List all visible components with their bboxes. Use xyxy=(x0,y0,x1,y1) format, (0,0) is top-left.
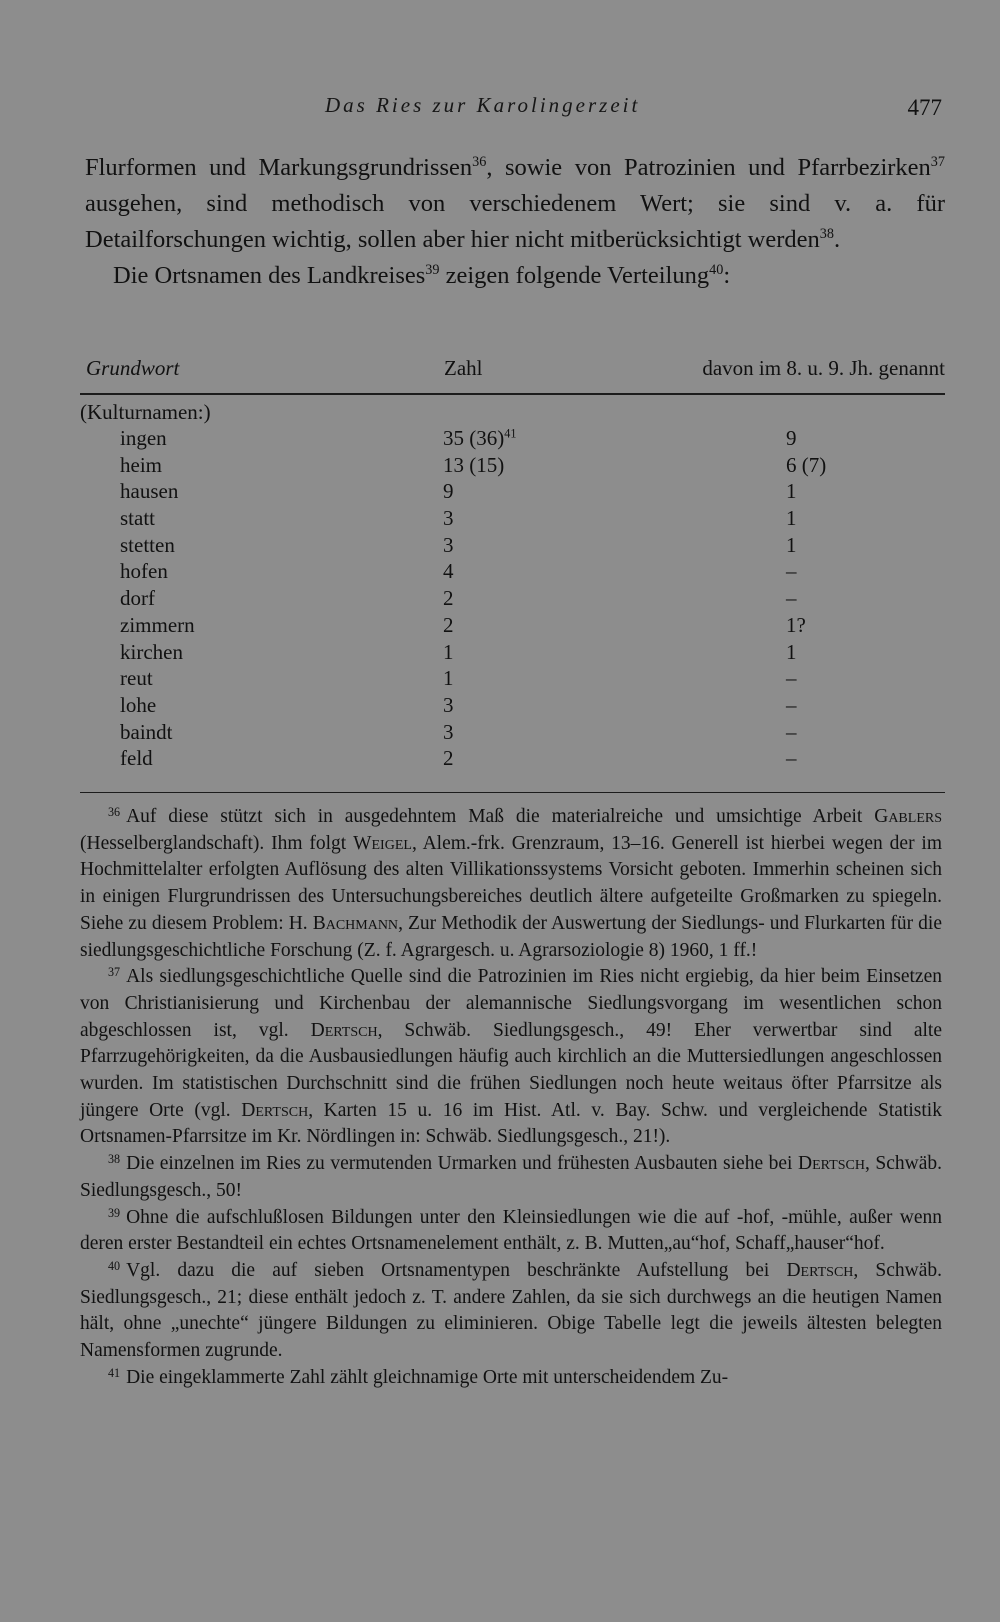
group-label: (Kulturnamen:) xyxy=(80,400,211,424)
footnotes xyxy=(80,804,942,1391)
author-name: Dertsch xyxy=(798,1153,865,1175)
text-span: ausgehen, sind methodisch von verschiedenem Wert; sie sind v. a. für Detailforschungen wichtig, sollen aber hier nicht mitberücksichtigt werden xyxy=(85,190,945,253)
table-row xyxy=(80,426,945,453)
cell-zahl-value: 2 xyxy=(443,586,454,611)
cell-zahl xyxy=(443,640,454,665)
cell-zahl xyxy=(443,426,516,451)
footnote-39 xyxy=(80,1205,942,1258)
text-span: Die einzelnen im Ries zu vermutenden Urmarken und frühesten Ausbauten siehe bei xyxy=(126,1153,799,1175)
table-row xyxy=(80,746,945,773)
cell-grundwort: statt xyxy=(120,506,155,531)
text-span: : xyxy=(723,262,731,289)
cell-zahl xyxy=(443,613,454,638)
author-name: Weigel xyxy=(353,832,412,854)
cell-grundwort: reut xyxy=(120,666,153,691)
place-name-table xyxy=(80,356,945,771)
cell-zahl xyxy=(443,746,454,771)
table-row xyxy=(80,453,945,480)
cell-davon: 1 xyxy=(786,639,797,664)
cell-davon: 1 xyxy=(786,506,797,531)
text-span: Die Ortsnamen des Landkreises xyxy=(113,262,426,289)
text-span: (Hesselberglandschaft). Ihm folgt xyxy=(80,832,354,854)
table-bottom-rule xyxy=(80,792,945,793)
cell-zahl-value: 13 (15) xyxy=(443,452,505,477)
text-span: Ohne die aufschlußlosen Bildungen unter den Kleinsiedlungen wie die auf -hof, -mühle, außer wenn deren erster Bestandteil ein echtes Ortsnamenelement enthält, z. B. Mutten„au“hof, Schaff„hauser“hof. xyxy=(80,1206,942,1255)
author-name: Dertsch xyxy=(241,1099,309,1121)
author-name: Bachmann xyxy=(312,912,399,934)
table-row xyxy=(80,640,945,667)
footnote-number: 36 xyxy=(108,804,121,819)
table-top-rule xyxy=(80,393,945,395)
body-text xyxy=(85,150,945,294)
cell-davon: 1? xyxy=(786,612,806,637)
footnote-number: 37 xyxy=(108,965,121,980)
cell-zahl-value: 3 xyxy=(443,719,454,744)
text-span: , Karten 15 u. 16 im Hist. Atl. v. Bay. Schw. und vergleichende Statistik Ortsnamen-Pfarrsitze im Kr. Nördlingen in: Schwäb. Siedlungsgesch., 21!). xyxy=(80,1099,942,1148)
footnote-ref-41[interactable]: 41 xyxy=(504,426,517,441)
table-row xyxy=(80,586,945,613)
text-span: , Schwäb. Siedlungsgesch., 50! xyxy=(80,1153,942,1201)
cell-grundwort: lohe xyxy=(120,692,157,717)
cell-zahl xyxy=(443,666,454,691)
text-span: . xyxy=(833,226,841,253)
footnote-37 xyxy=(80,964,942,1151)
author-name: Gablers xyxy=(874,806,942,827)
cell-davon: – xyxy=(786,586,797,611)
header-zahl: Zahl xyxy=(444,356,483,380)
table-row xyxy=(80,506,945,533)
author-name: Dertsch xyxy=(786,1259,854,1281)
cell-zahl-value: 2 xyxy=(443,612,454,637)
footnote-40 xyxy=(80,1258,942,1365)
cell-grundwort: zimmern xyxy=(120,612,195,637)
text-span: , sowie von Patrozinien und Pfarrbezirken xyxy=(486,154,931,181)
cell-grundwort: hofen xyxy=(120,559,168,584)
footnote-ref-36[interactable]: 36 xyxy=(472,154,487,171)
cell-grundwort: stetten xyxy=(120,532,175,557)
header-davon: davon im 8. u. 9. Jh. genannt xyxy=(702,356,945,380)
table-row xyxy=(80,479,945,506)
running-header xyxy=(0,93,1000,123)
cell-zahl-value: 3 xyxy=(443,506,454,531)
cell-zahl-value: 4 xyxy=(443,559,454,584)
cell-davon: – xyxy=(786,666,797,691)
cell-zahl xyxy=(443,453,504,478)
paragraph-1 xyxy=(85,150,945,258)
text-span: Vgl. dazu die auf sieben Ortsnamentypen beschränkte Aufstellung bei xyxy=(126,1259,787,1281)
cell-zahl xyxy=(443,559,454,584)
cell-davon: 1 xyxy=(786,479,797,504)
cell-zahl-value: 1 xyxy=(443,639,454,664)
footnote-36 xyxy=(80,804,942,964)
cell-zahl-value: 3 xyxy=(443,692,454,717)
footnote-number: 41 xyxy=(108,1365,121,1380)
cell-grundwort: kirchen xyxy=(120,639,183,664)
footnote-ref-38[interactable]: 38 xyxy=(819,226,834,243)
running-title: Das Ries zur Karolingerzeit xyxy=(325,93,641,117)
text-span: Auf diese stützt sich in ausgedehntem Maß die materialreiche und umsichtige Arbeit xyxy=(126,806,875,827)
footnote-number: 38 xyxy=(108,1152,121,1167)
table-row xyxy=(80,559,945,586)
text-span: zeigen folgende Verteilung xyxy=(439,262,710,289)
cell-davon: – xyxy=(786,719,797,744)
cell-davon: – xyxy=(786,746,797,771)
footnote-ref-39[interactable]: 39 xyxy=(425,262,440,279)
cell-davon: 6 (7) xyxy=(786,452,827,477)
cell-grundwort: heim xyxy=(120,452,162,477)
text-span: , Schwäb. Siedlungsgesch., 21; diese enthält jedoch z. T. andere Zahlen, da sie sich durchwegs an die heutigen Namen hält, ohne „unechte“ jüngere Bildungen zu eliminieren. Obige Tabelle legt die jeweils ältesten belegten Namensformen zugrunde. xyxy=(80,1259,942,1362)
cell-zahl xyxy=(443,506,454,531)
cell-zahl-value: 35 (36) xyxy=(443,426,505,450)
text-span: , Schwäb. Siedlungsgesch., 49! Eher verwertbar sind alte Pfarrzugehörigkeiten, da die Ausbausiedlungen häufig auch kirchlich an die Muttersiedlungen angeschlossen wurden. Im statistischen Durchschnitt sind die frühen Siedlungen noch heute weitaus öfter Pfarrsitze als jüngere Orte (vgl. xyxy=(80,1019,942,1121)
text-span: Die eingeklammerte Zahl zählt gleichnamige Orte mit unterscheidendem Zu- xyxy=(126,1366,729,1388)
footnote-ref-40[interactable]: 40 xyxy=(709,262,724,279)
table-row xyxy=(80,533,945,560)
footnote-41 xyxy=(80,1365,942,1392)
cell-zahl xyxy=(443,693,454,718)
paragraph-2 xyxy=(85,258,945,294)
cell-grundwort: ingen xyxy=(120,426,167,450)
table-row xyxy=(80,693,945,720)
table-row xyxy=(80,720,945,747)
cell-grundwort: feld xyxy=(120,746,153,771)
footnote-number: 40 xyxy=(108,1258,121,1273)
cell-zahl-value: 3 xyxy=(443,532,454,557)
page-number: 477 xyxy=(907,95,942,120)
table-rows xyxy=(80,426,945,773)
text-span: Als siedlungsgeschichtliche Quelle sind die Patrozinien im Ries nicht ergiebig, da hier beim Einsetzen von Christianisierung und Kirchenbau der alemannische Siedlungsvorgang im wesentlichen schon abgeschlossen ist, vgl. xyxy=(80,966,942,1041)
cell-grundwort: dorf xyxy=(120,586,155,611)
cell-zahl xyxy=(443,586,454,611)
footnote-ref-37[interactable]: 37 xyxy=(930,154,945,171)
author-name: Dertsch xyxy=(310,1019,378,1041)
cell-zahl xyxy=(443,533,454,558)
table-row xyxy=(80,666,945,693)
cell-davon: 9 xyxy=(786,426,797,450)
cell-davon: – xyxy=(786,692,797,717)
cell-zahl xyxy=(443,479,454,504)
header-grundwort: Grundwort xyxy=(86,356,180,380)
table-row xyxy=(80,613,945,640)
cell-davon: – xyxy=(786,559,797,584)
text-span: , Zur Methodik der Auswertung der Siedlungs- und Flurkarten für die siedlungsgeschichtliche Forschung (Z. f. Agrargesch. u. Agrarsoziologie 8) 1960, 1 ff.! xyxy=(80,912,942,961)
cell-grundwort: baindt xyxy=(120,719,173,744)
footnote-number: 39 xyxy=(108,1205,121,1220)
text-span: Flurformen und Markungsgrundrissen xyxy=(85,154,473,181)
footnote-38 xyxy=(80,1151,942,1204)
cell-zahl-value: 1 xyxy=(443,666,454,691)
cell-zahl-value: 9 xyxy=(443,479,454,504)
cell-zahl xyxy=(443,720,454,745)
text-span: , Alem.-frk. Grenzraum, 13–16. Generell ist hierbei wegen der im Hochmittelalter erfolgten Auflösung des alten Villikationssystems Vorsicht geboten. Immerhin scheinen sich in einigen Flurgrundrissen des Untersuchungsbereiches deutlich ältere aufgeteilte Großmarken zu spiegeln. Siehe zu diesem Problem: H. xyxy=(80,832,942,934)
cell-davon: 1 xyxy=(786,532,797,557)
cell-grundwort: hausen xyxy=(120,479,179,504)
table-header xyxy=(80,356,945,392)
cell-zahl-value: 2 xyxy=(443,746,454,771)
